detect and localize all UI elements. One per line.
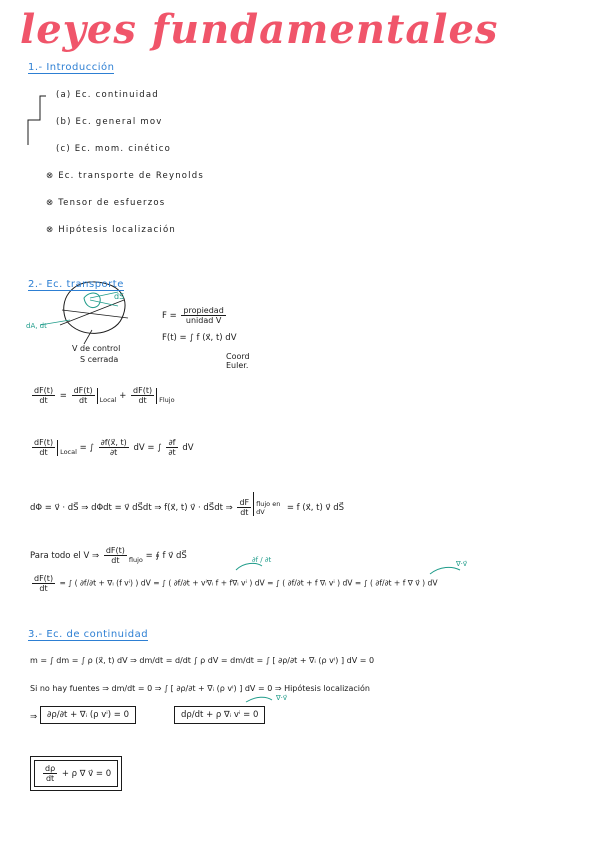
- equation-1: [30, 386, 175, 405]
- eq3-num: dF: [239, 498, 250, 507]
- section-3-label: 3.- Ec. de continuidad: [28, 629, 149, 640]
- eq4-annotation-1: ∂f / ∂t: [252, 556, 272, 564]
- eq3-den: dt: [240, 508, 249, 517]
- eq2-integral: = ∫: [79, 443, 94, 453]
- eq3-rhs: = f (x⃗, t) v⃗ dS⃗: [286, 503, 345, 513]
- ds-label: dS: [114, 292, 125, 301]
- eq5-lhs-den: dt: [39, 584, 48, 593]
- result-box-3-inner: [34, 760, 118, 787]
- eq2-dv: dV = ∫: [133, 443, 162, 453]
- eq1-flujo-sub: Flujo: [156, 388, 174, 404]
- eq4-prefix: Para todo el V ⇒: [30, 551, 100, 561]
- vc-label: V de control: [72, 344, 121, 353]
- eq1-local-sub: Local: [97, 388, 117, 404]
- box3-num: dρ: [45, 764, 56, 773]
- f-denominator: unidad V: [185, 316, 222, 325]
- eq1-t2-num: dF(t): [133, 386, 153, 395]
- eq1-t1-den: dt: [79, 396, 88, 405]
- eq2-d1: ∂t: [110, 448, 118, 457]
- section-3-heading: [28, 629, 148, 640]
- flux-label: dA, dt: [26, 322, 47, 330]
- section-2-heading: [28, 279, 124, 290]
- coord-note: Coord Euler.: [226, 352, 250, 370]
- equation-7: Si no hay fuentes ⇒ dm/dt = 0 ⇒ ∫ [ ∂ρ/∂t + ∇ᵢ (ρ vⁱ) ] dV = 0 ⇒ Hipótesis localización: [30, 684, 370, 693]
- eq5-lhs-num: dF(t): [34, 574, 54, 583]
- ft-definition: F(t) = ∫ f (x⃗, t) dV: [162, 333, 237, 343]
- intro-item-tensor: ⊗ Tensor de esfuerzos: [46, 198, 166, 208]
- result-box-3: [30, 756, 122, 791]
- intro-item-reynolds-label: Ec. transporte de Reynolds: [58, 171, 204, 181]
- result-box-2: dρ/dt + ρ ∇ᵢ vⁱ = 0: [174, 706, 265, 724]
- eq1-plus: +: [119, 391, 127, 401]
- section-1-label: 1.- Introducción: [28, 62, 115, 73]
- eq2-n2: ∂f: [166, 438, 177, 448]
- eq4-sub: flujo: [128, 556, 143, 564]
- eq4-den: dt: [111, 556, 120, 565]
- eq1-equals: =: [59, 391, 67, 401]
- eq2-d2: ∂t: [168, 448, 176, 457]
- eq7-annotation: ∇·v⃗: [276, 694, 288, 702]
- equation-5: [30, 574, 438, 593]
- eq3-text: dΦ = v⃗ · dS⃗ ⇒ dΦdt = v⃗ dS⃗dt ⇒ f(x⃗, t) v⃗ · dS⃗dt ⇒: [30, 503, 233, 513]
- intro-item-tensor-label: Tensor de esfuerzos: [58, 198, 166, 208]
- eq1-t2-den: dt: [138, 396, 147, 405]
- intro-item-c: (c) Ec. mom. cinético: [56, 144, 172, 154]
- f-numerator: propiedad: [183, 306, 224, 315]
- eq1-t1-num: dF(t): [73, 386, 93, 395]
- eq4-rhs: = ∮ f v⃗ dS⃗: [145, 551, 187, 561]
- equation-6: m = ∫ dm = ∫ ρ (x⃗, t) dV ⇒ dm/dt = d/dt ∫ ρ dV = dm/dt = ∫ [ ∂ρ/∂t + ∇ᵢ (ρ vⁱ) ] dV = 0: [30, 656, 375, 665]
- eq1-lhs-num: dF(t): [34, 386, 54, 395]
- box3-rest: + ρ ∇ v⃗ = 0: [61, 769, 112, 779]
- section-2-label: 2.- Ec. transporte: [28, 279, 124, 290]
- f-fraction: [181, 306, 225, 325]
- equation-4: [30, 546, 187, 565]
- eq2-local-sub: Local: [57, 440, 77, 456]
- eq2-lhs-den: dt: [39, 448, 48, 457]
- eq3-sub: flujo en dV: [253, 492, 284, 516]
- arrow-to-boxes: ⇒: [30, 712, 38, 722]
- eq4-num: dF(t): [105, 546, 125, 555]
- page-title: leyes fundamentales: [20, 6, 499, 53]
- eq5-text: = ∫ ( ∂f/∂t + ∇ᵢ (f vⁱ) ) dV = ∫ ( ∂f/∂t + vⁱ∇ᵢ f + f∇ᵢ vⁱ ) dV = ∫ ( ∂f/∂t + f ∇ᵢ vⁱ ) dV = ∫ ( ∂f/∂t + f ∇ v⃗ ) dV: [59, 578, 438, 588]
- equation-2: [30, 438, 194, 457]
- eq4-annotation-2: ∇·v⃗: [456, 560, 468, 568]
- eq2-lhs-num: dF(t): [34, 438, 54, 447]
- intro-item-b: (b) Ec. general mov: [56, 117, 163, 127]
- f-definition: [162, 306, 228, 325]
- box3-den: dt: [45, 774, 55, 783]
- intro-item-hipotesis-label: Hipótesis localización: [58, 225, 176, 235]
- sc-label: S cerrada: [80, 355, 119, 364]
- eq2-end: dV: [182, 443, 194, 453]
- result-box-1: ∂ρ/∂t + ∇ᵢ (ρ vⁱ) = 0: [40, 706, 136, 724]
- intro-item-reynolds: ⊗ Ec. transporte de Reynolds: [46, 171, 204, 181]
- intro-item-hipotesis: ⊗ Hipótesis localización: [46, 225, 176, 235]
- eq1-lhs-den: dt: [39, 396, 48, 405]
- f-eq-label: F =: [162, 311, 177, 321]
- intro-item-a: (a) Ec. continuidad: [56, 90, 159, 100]
- eq2-n1: ∂f(x⃗, t): [100, 438, 127, 447]
- intro-bracket: [28, 96, 46, 145]
- equation-3: [30, 492, 344, 517]
